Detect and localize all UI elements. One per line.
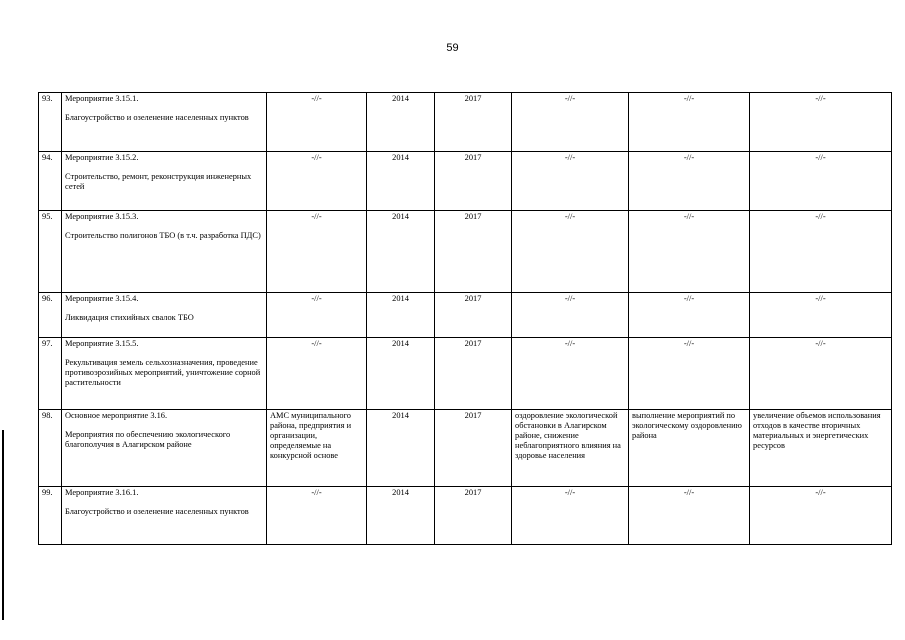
result-cell: -//- xyxy=(512,211,629,293)
event-code: Мероприятие 3.15.2. xyxy=(65,153,139,162)
result-cell: -//- xyxy=(512,152,629,211)
table-body xyxy=(39,93,892,545)
indicator-cell: -//- xyxy=(750,211,892,293)
table-row xyxy=(39,487,892,545)
indicator-cell: -//- xyxy=(750,487,892,545)
start-year-cell: 2014 xyxy=(367,93,435,152)
event-code: Мероприятие 3.15.4. xyxy=(65,294,139,303)
executor-cell: -//- xyxy=(267,152,367,211)
measures-cell: -//- xyxy=(629,211,750,293)
event-cell xyxy=(62,410,267,487)
table-row xyxy=(39,293,892,338)
end-year-cell: 2017 xyxy=(435,293,512,338)
event-description: Строительство полигонов ТБО (в т.ч. разработка ПДС) xyxy=(65,231,261,241)
row-number-cell: 93. xyxy=(39,93,62,152)
table-row xyxy=(39,410,892,487)
result-cell: -//- xyxy=(512,293,629,338)
event-code: Мероприятие 3.15.3. xyxy=(65,212,139,221)
event-description: Благоустройство и озеленение населенных пунктов xyxy=(65,507,249,517)
indicator-cell: увеличение объемов использования отходов в качестве вторичных материальных и энергетических ресурсов xyxy=(750,410,892,487)
measures-cell: -//- xyxy=(629,93,750,152)
result-cell: -//- xyxy=(512,487,629,545)
indicator-cell: -//- xyxy=(750,152,892,211)
row-number-cell: 99. xyxy=(39,487,62,545)
row-number-cell: 97. xyxy=(39,338,62,410)
event-cell xyxy=(62,211,267,293)
start-year-cell: 2014 xyxy=(367,487,435,545)
executor-cell: -//- xyxy=(267,338,367,410)
event-description: Строительство, ремонт, реконструкция инженерных сетей xyxy=(65,172,252,192)
end-year-cell: 2017 xyxy=(435,211,512,293)
measures-cell: -//- xyxy=(629,487,750,545)
table-row xyxy=(39,152,892,211)
row-number-cell: 94. xyxy=(39,152,62,211)
event-description: Благоустройство и озеленение населенных пунктов xyxy=(65,113,249,123)
measures-cell: -//- xyxy=(629,338,750,410)
event-code: Мероприятие 3.15.5. xyxy=(65,339,139,348)
start-year-cell: 2014 xyxy=(367,410,435,487)
result-cell: -//- xyxy=(512,338,629,410)
start-year-cell: 2014 xyxy=(367,152,435,211)
event-cell xyxy=(62,152,267,211)
end-year-cell: 2017 xyxy=(435,487,512,545)
indicator-cell: -//- xyxy=(750,93,892,152)
end-year-cell: 2017 xyxy=(435,93,512,152)
row-number-cell: 96. xyxy=(39,293,62,338)
end-year-cell: 2017 xyxy=(435,410,512,487)
event-cell xyxy=(62,293,267,338)
indicator-cell: -//- xyxy=(750,293,892,338)
event-description: Мероприятия по обеспечению экологического благополучия в Алагирском районе xyxy=(65,430,231,450)
measures-cell: -//- xyxy=(629,293,750,338)
table-row xyxy=(39,338,892,410)
measures-cell: -//- xyxy=(629,152,750,211)
margin-line xyxy=(2,430,4,620)
start-year-cell: 2014 xyxy=(367,293,435,338)
executor-cell: -//- xyxy=(267,93,367,152)
event-cell xyxy=(62,338,267,410)
event-description: Ликвидация стихийных свалок ТБО xyxy=(65,313,194,323)
table-row xyxy=(39,93,892,152)
program-measures-table xyxy=(38,92,892,545)
start-year-cell: 2014 xyxy=(367,211,435,293)
start-year-cell: 2014 xyxy=(367,338,435,410)
row-number-cell: 98. xyxy=(39,410,62,487)
end-year-cell: 2017 xyxy=(435,338,512,410)
indicator-cell: -//- xyxy=(750,338,892,410)
event-code: Основное мероприятие 3.16. xyxy=(65,411,168,420)
end-year-cell: 2017 xyxy=(435,152,512,211)
event-cell xyxy=(62,487,267,545)
row-number-cell: 95. xyxy=(39,211,62,293)
result-cell: оздоровление экологической обстановки в Алагирском районе, снижение неблагоприятного влияния на здоровье населения xyxy=(512,410,629,487)
page-number: 59 xyxy=(446,42,459,54)
event-description: Рекультивация земель сельхозназначения, проведение противоэрозийных мероприятий, уничтожение сорной растительности xyxy=(65,358,261,388)
executor-cell: -//- xyxy=(267,293,367,338)
event-code: Мероприятие 3.15.1. xyxy=(65,94,139,103)
executor-cell: АМС муниципального района, предприятия и организации, определяемые на конкурсной основе xyxy=(267,410,367,487)
result-cell: -//- xyxy=(512,93,629,152)
measures-cell: выполнение мероприятий по экологическому оздоровлению района xyxy=(629,410,750,487)
executor-cell: -//- xyxy=(267,487,367,545)
event-code: Мероприятие 3.16.1. xyxy=(65,488,139,497)
table-row xyxy=(39,211,892,293)
executor-cell: -//- xyxy=(267,211,367,293)
event-cell xyxy=(62,93,267,152)
